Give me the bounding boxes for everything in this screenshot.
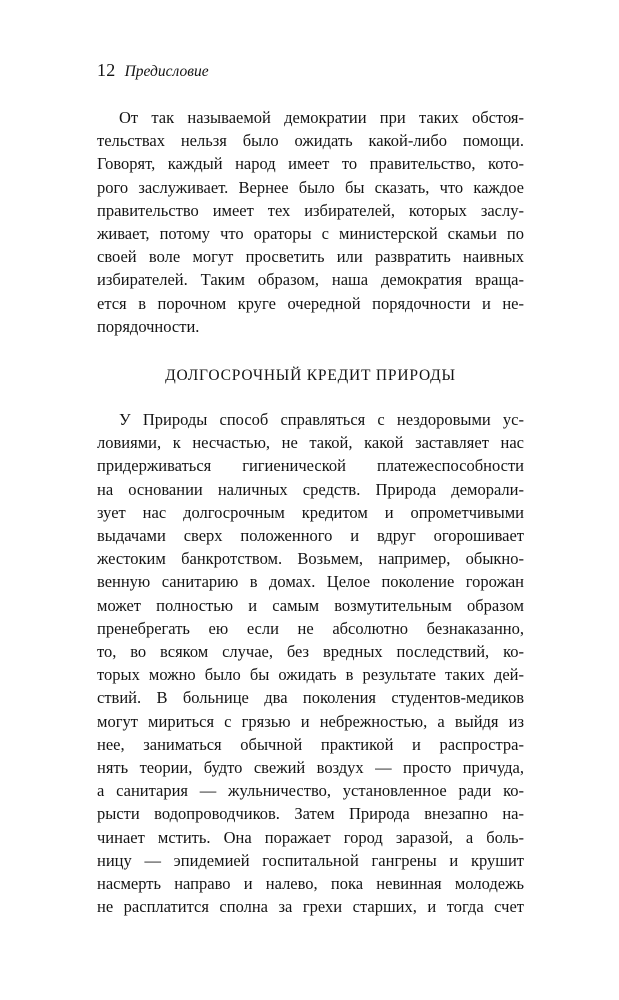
text-line: то, во всяком случае, без вредных последствий, ко-: [97, 642, 524, 662]
paragraph: [97, 408, 524, 918]
text-line: правительство имеет тех избирателей, которых заслу-: [97, 200, 524, 220]
text-line: а санитария — жульничество, установленное ради ко-: [97, 781, 524, 801]
text-line: торых можно было бы ожидать в результате таких дей-: [97, 665, 524, 685]
text-line: придерживаться гигиенической платежеспособности: [97, 456, 524, 476]
text-line: нее, заниматься обычной практикой и распростра-: [97, 734, 524, 754]
text-line: ницу — эпидемией госпитальной гангрены и крушит: [97, 850, 524, 870]
text-line: могут мириться с грязью и небрежностью, а выйдя из: [97, 711, 524, 731]
text-line: чинает мстить. Она поражает город заразой, а боль-: [97, 827, 524, 847]
text-line: насмерть направо и налево, пока невинная молодежь: [97, 874, 524, 894]
text-line: ствий. В больнице два поколения студентов-медиков: [97, 688, 524, 708]
text-line: рысти водопроводчиков. Затем Природа внезапно на-: [97, 804, 524, 824]
text-line: тельствах нельзя было ожидать какой-либо помощи.: [97, 131, 524, 151]
text-line: ется в порочном круге очередной порядочности и не-: [97, 293, 524, 313]
paragraph: [97, 106, 524, 338]
page-number: 12: [97, 60, 116, 80]
text-line: пренебрегать ею если не абсолютно безнаказанно,: [97, 618, 524, 638]
running-header-title: Предисловие: [124, 63, 209, 80]
text-line: не расплатится сполна за грехи старших, и тогда счет: [97, 897, 524, 917]
text-line: выдачами сверх положенного и вдруг огорошивает: [97, 526, 524, 546]
text-line: порядочности.: [97, 316, 200, 336]
text-line: У Природы способ справляться с нездоровыми ус-: [119, 410, 524, 430]
text-line: От так называемой демократии при таких обстоя-: [119, 108, 524, 127]
text-line: нять теории, будто свежий воздух — просто причуда,: [97, 758, 524, 778]
text-line: венную санитарию в домах. Целое поколение горожан: [97, 572, 524, 592]
text-line: избирателей. Таким образом, наша демократия враща-: [97, 270, 524, 290]
section-heading: ДОЛГОСРОЧНЫЙ КРЕДИТ ПРИРОДЫ: [165, 367, 456, 385]
text-line: зует нас долгосрочным кредитом и опрометчивыми: [97, 502, 524, 522]
text-line: ловиями, к несчастью, не такой, какой заставляет нас: [97, 433, 524, 453]
text-line: рого заслуживает. Вернее было бы сказать, что каждое: [97, 177, 524, 197]
text-line: может полностью и самым возмутительным образом: [97, 595, 524, 615]
running-header: [97, 60, 524, 81]
text-line: своей воле могут просветить или развратить наивных: [97, 247, 524, 267]
text-column: [97, 60, 524, 919]
text-line: жестоким банкротством. Возьмем, например, обыкно-: [97, 549, 524, 569]
text-line: на основании наличных средств. Природа деморали-: [97, 479, 524, 499]
page-body: [97, 106, 524, 919]
text-line: Говорят, каждый народ имеет то правительство, кото-: [97, 154, 524, 174]
text-line: живает, потому что ораторы с министерской скамьи по: [97, 224, 524, 244]
